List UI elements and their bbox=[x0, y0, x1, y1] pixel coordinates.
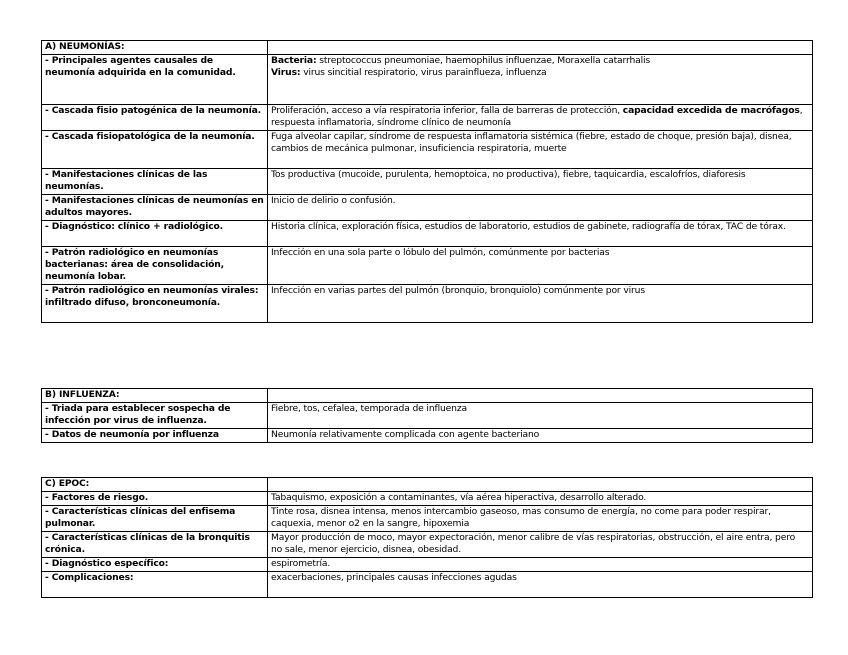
table-row bbox=[42, 195, 813, 221]
table-row bbox=[42, 105, 813, 131]
row-value bbox=[268, 55, 813, 105]
row-value bbox=[268, 105, 813, 131]
table-row bbox=[42, 572, 813, 598]
row-label: - Triada para establecer sospecha de infección por virus de influenza. bbox=[42, 403, 268, 429]
section-title: C) EPOC: bbox=[42, 478, 268, 492]
section-title: A) NEUMONÍAS: bbox=[42, 41, 268, 55]
section-header-row bbox=[42, 478, 813, 492]
section-title: B) INFLUENZA: bbox=[42, 389, 268, 403]
row-value: Mayor producción de moco, mayor expectoración, menor calibre de vías respiratorias, obstrucción, el aire entra, pero no sale, menor ejercicio, disnea, obesidad. bbox=[268, 532, 813, 558]
value-line bbox=[271, 55, 809, 67]
row-label: - Datos de neumonía por influenza bbox=[42, 429, 268, 443]
table-neumonias bbox=[41, 40, 813, 323]
table-row bbox=[42, 532, 813, 558]
value-line bbox=[271, 67, 809, 79]
value-text: virus sincitial respiratorio, virus parainflueza, influenza bbox=[300, 67, 547, 78]
row-value: Tinte rosa, disnea intensa, menos intercambio gaseoso, mas consumo de energía, no come para poder respirar, caquexia, menor o2 en la sangre, hipoxemia bbox=[268, 506, 813, 532]
row-value: Fiebre, tos, cefalea, temporada de influenza bbox=[268, 403, 813, 429]
value-text: Proliferación, acceso a vía respiratoria inferior, falla de barreras de protección, bbox=[271, 105, 623, 116]
row-label: - Diagnóstico: clínico + radiológico. bbox=[42, 221, 268, 247]
table-influenza bbox=[41, 388, 813, 443]
value-text: streptococcus pneumoniae, haemophilus influenzae, Moraxella catarrhalis bbox=[316, 55, 651, 66]
value-text: , respuesta inflamatoria, síndrome clínico de neumonía bbox=[271, 105, 803, 128]
table-row bbox=[42, 429, 813, 443]
row-label: - Factores de riesgo. bbox=[42, 492, 268, 506]
row-label: - Cascada fisiopatológica de la neumonía. bbox=[42, 131, 268, 169]
row-label: - Características clínicas del enfisema pulmonar. bbox=[42, 506, 268, 532]
row-label: - Cascada fisio patogénica de la neumonía. bbox=[42, 105, 268, 131]
row-value: Inicio de delirio o confusión. bbox=[268, 195, 813, 221]
bold-term: capacidad excedida de macrófagos bbox=[622, 105, 800, 116]
row-label: - Características clínicas de la bronquitis crónica. bbox=[42, 532, 268, 558]
table-row bbox=[42, 492, 813, 506]
table-row bbox=[42, 558, 813, 572]
row-value: Tos productiva (mucoide, purulenta, hemoptoica, no productiva), fiebre, taquicardia, escalofríos, diaforesis bbox=[268, 169, 813, 195]
bold-term: Bacteria: bbox=[271, 55, 317, 66]
empty-cell bbox=[268, 389, 813, 403]
row-value: Infección en una sola parte o lóbulo del pulmón, comúnmente por bacterias bbox=[268, 247, 813, 285]
row-value: Neumonía relativamente complicada con agente bacteriano bbox=[268, 429, 813, 443]
row-label: - Diagnóstico específico: bbox=[42, 558, 268, 572]
table-row bbox=[42, 247, 813, 285]
section-header-row bbox=[42, 41, 813, 55]
row-value: Fuga alveolar capilar, síndrome de respuesta inflamatoria sistémica (fiebre, estado de choque, presión baja), disnea, cambios de mecánica pulmonar, insuficiencia respiratoria, muerte bbox=[268, 131, 813, 169]
table-epoc bbox=[41, 477, 813, 598]
table-row bbox=[42, 221, 813, 247]
row-value: Historia clínica, exploración física, estudios de laboratorio, estudios de gabinete, radiografía de tórax, TAC de tórax. bbox=[268, 221, 813, 247]
row-label: - Patrón radiológico en neumonías virales: infiltrado difuso, bronconeumonía. bbox=[42, 285, 268, 323]
empty-cell bbox=[268, 41, 813, 55]
row-value: espirometría. bbox=[268, 558, 813, 572]
table-row bbox=[42, 403, 813, 429]
table-row bbox=[42, 55, 813, 105]
table-row bbox=[42, 285, 813, 323]
table-row bbox=[42, 506, 813, 532]
row-value: exacerbaciones, principales causas infecciones agudas bbox=[268, 572, 813, 598]
table-row bbox=[42, 131, 813, 169]
row-value: Tabaquismo, exposición a contaminantes, vía aérea hiperactiva, desarrollo alterado. bbox=[268, 492, 813, 506]
row-value: Infección en varias partes del pulmón (bronquio, bronquiolo) comúnmente por virus bbox=[268, 285, 813, 323]
row-label: - Manifestaciones clínicas de las neumonías. bbox=[42, 169, 268, 195]
section-header-row bbox=[42, 389, 813, 403]
bold-term: Virus: bbox=[271, 67, 301, 78]
table-row bbox=[42, 169, 813, 195]
row-label: - Complicaciones: bbox=[42, 572, 268, 598]
row-label: - Patrón radiológico en neumonías bacterianas: área de consolidación, neumonía lobar. bbox=[42, 247, 268, 285]
row-label: - Principales agentes causales de neumonía adquirida en la comunidad. bbox=[42, 55, 268, 105]
empty-cell bbox=[268, 478, 813, 492]
row-label: - Manifestaciones clínicas de neumonías en adultos mayores. bbox=[42, 195, 268, 221]
